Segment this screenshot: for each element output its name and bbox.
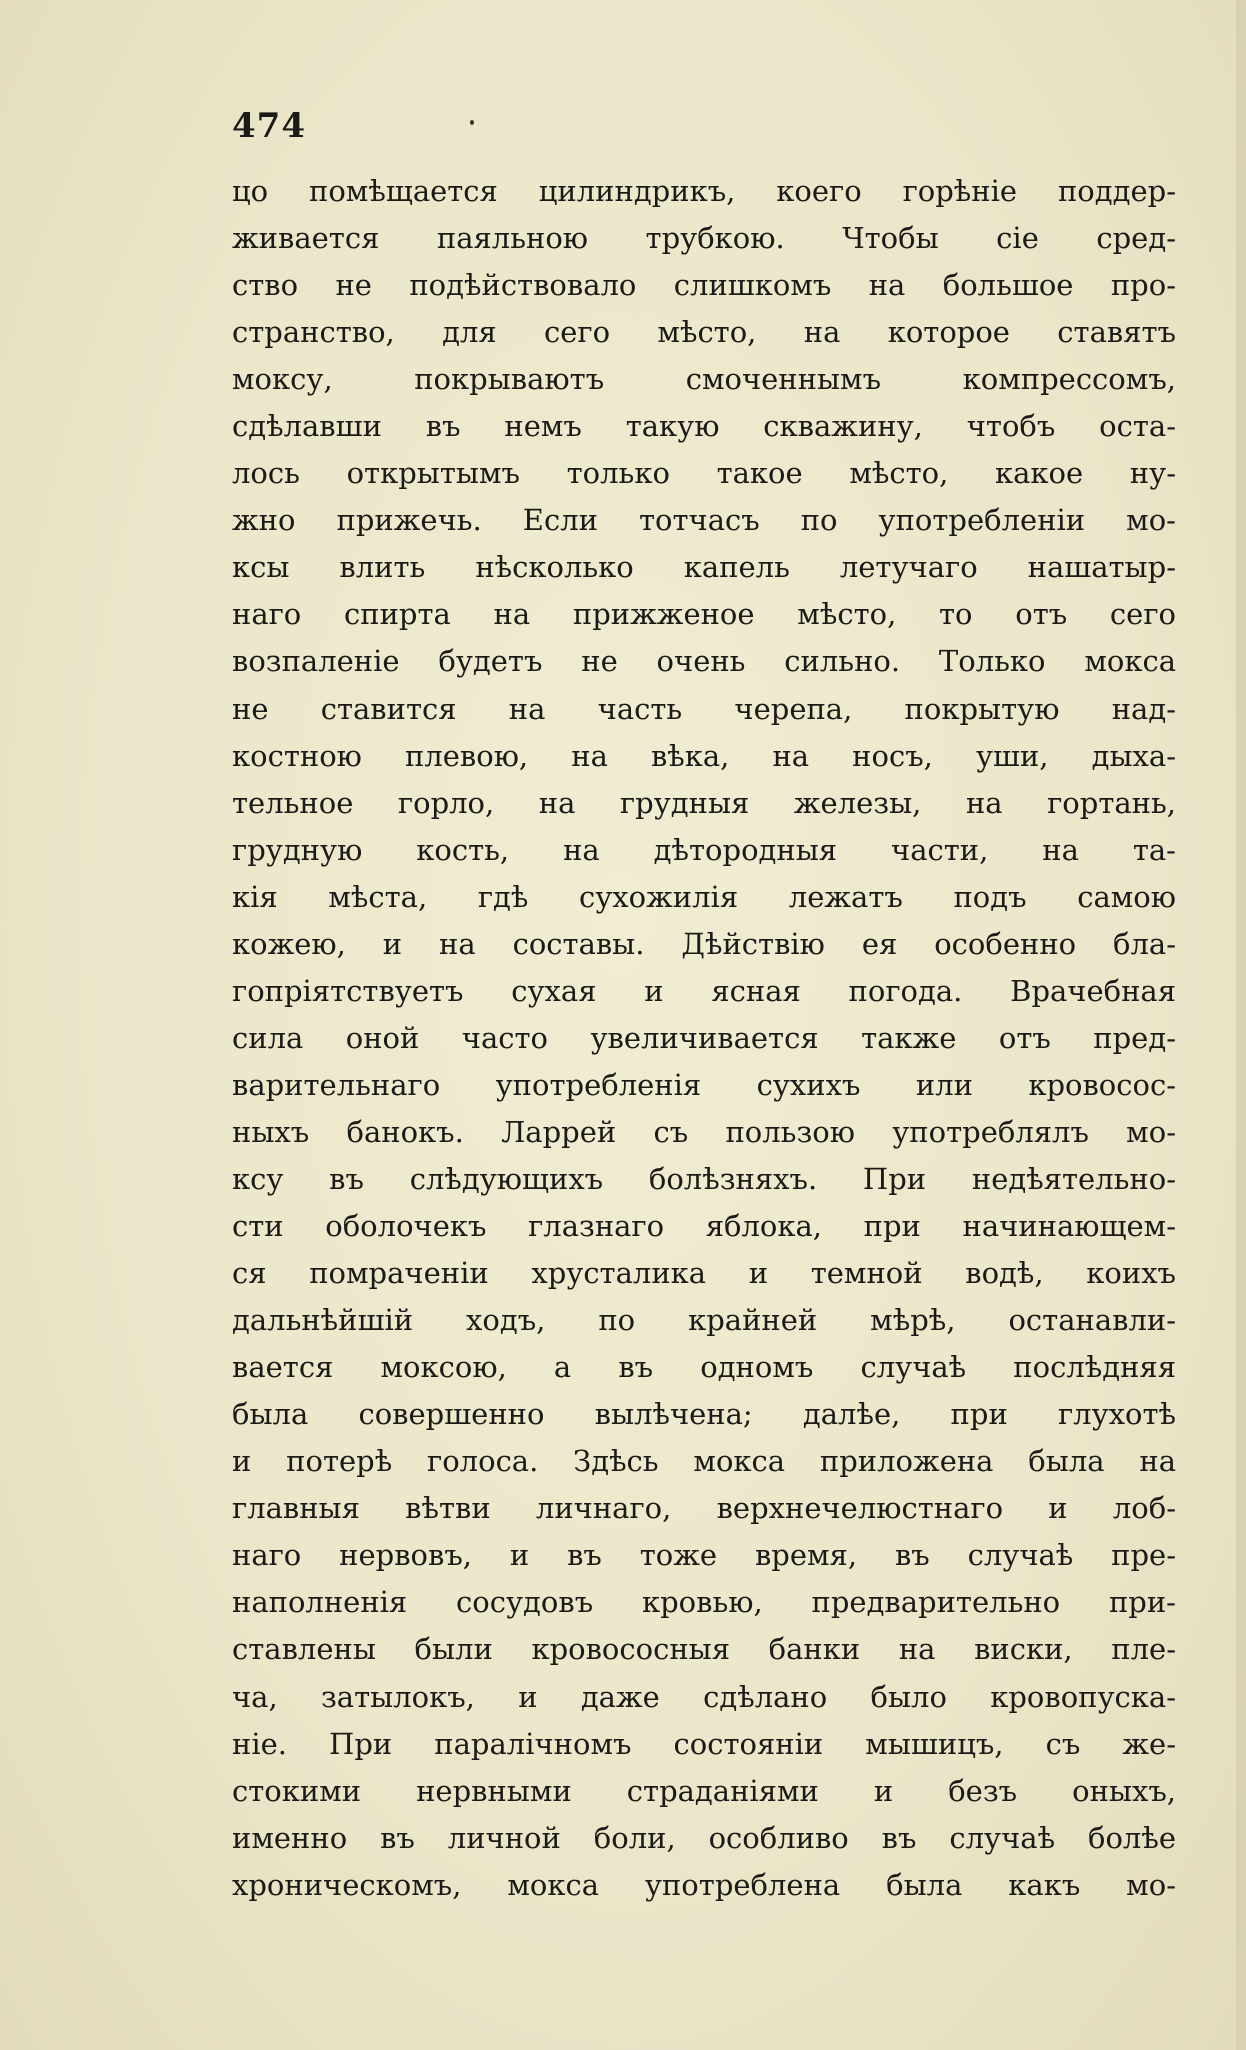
text-line: хроническомъ, мокса употреблена была какъ мо- — [232, 1867, 1176, 1902]
text-line: ныхъ банокъ. Ларрей съ пользою употреблялъ мо- — [232, 1114, 1176, 1149]
text-line: сила оной часто увеличивается также отъ пред- — [232, 1020, 1176, 1055]
text-line: наполненія сосудовъ кровью, предварительно при- — [232, 1585, 1176, 1620]
text-line: жно прижечь. Если тотчасъ по употребленіи мо- — [232, 503, 1176, 538]
text-line: главныя вѣтви личнаго, верхнечелюстнаго и лоб- — [232, 1491, 1176, 1526]
text-line: живается паяльною трубкою. Чтобы сіе сред- — [232, 221, 1176, 256]
text-line: сдѣлавши въ немъ такую скважину, чтобъ оста- — [232, 409, 1176, 444]
text-line: варительнаго употребленія сухихъ или кровосос- — [232, 1067, 1176, 1102]
body-text — [232, 168, 1176, 1909]
text-line: наго спирта на прижженое мѣсто, то отъ сего — [232, 597, 1176, 632]
text-line: именно въ личной боли, особливо въ случаѣ болѣе — [232, 1820, 1176, 1855]
page-edge — [1236, 0, 1246, 2050]
text-line: стокими нервными страданіями и безъ оныхъ, — [232, 1773, 1176, 1808]
text-line: дальнѣйшій ходъ, по крайней мѣрѣ, останавли- — [232, 1303, 1176, 1338]
text-line: странство, для сего мѣсто, на которое ставятъ — [232, 315, 1176, 350]
text-line: ся помраченіи хрусталика и темной водѣ, коихъ — [232, 1256, 1176, 1291]
text-line: цо помѣщается цилиндрикъ, коего горѣніе поддер- — [232, 174, 1176, 208]
text-line: ча, затылокъ, и даже сдѣлано было кровопуска- — [232, 1679, 1176, 1714]
text-line: и потерѣ голоса. Здѣсь мокса приложена была на — [232, 1444, 1176, 1479]
text-line: вается моксою, а въ одномъ случаѣ послѣдняя — [232, 1350, 1176, 1385]
text-line: лось открытымъ только такое мѣсто, какое ну- — [232, 456, 1176, 491]
text-line: кожею, и на составы. Дѣйствію ея особенно бла- — [232, 926, 1176, 961]
text-line: моксу, покрываютъ смоченнымъ компрессомъ, — [232, 362, 1176, 397]
text-line: сти оболочекъ глазнаго яблока, при начинающем- — [232, 1209, 1176, 1244]
page-number: 474 — [232, 106, 306, 146]
text-line: кія мѣста, гдѣ сухожилія лежатъ подъ самою — [232, 879, 1176, 914]
text-line: тельное горло, на грудныя железы, на гортань, — [232, 785, 1176, 820]
text-line: ставлены были кровососныя банки на виски, пле- — [232, 1632, 1176, 1667]
text-line: ство не подѣйствовало слишкомъ на большое про- — [232, 268, 1176, 303]
text-line: возпаленіе будетъ не очень сильно. Только мокса — [232, 644, 1176, 679]
text-line: грудную кость, на дѣтородныя части, на та- — [232, 832, 1176, 867]
text-line: была совершенно вылѣчена; далѣе, при глухотѣ — [232, 1397, 1176, 1432]
text-line: гопріятствуетъ сухая и ясная погода. Врачебная — [232, 973, 1176, 1008]
text-line: ніе. При паралічномъ состояніи мышицъ, съ же- — [232, 1726, 1176, 1761]
text-line: не ставится на часть черепа, покрытую над- — [232, 691, 1176, 726]
text-line: ксу въ слѣдующихъ болѣзняхъ. При недѣятельно- — [232, 1161, 1176, 1196]
text-line: наго нервовъ, и въ тоже время, въ случаѣ пре- — [232, 1538, 1176, 1573]
ink-speck — [470, 120, 474, 125]
text-line: ксы влить нѣсколько капель летучаго нашатыр- — [232, 550, 1176, 585]
text-line: костною плевою, на вѣка, на носъ, уши, дыха- — [232, 738, 1176, 773]
